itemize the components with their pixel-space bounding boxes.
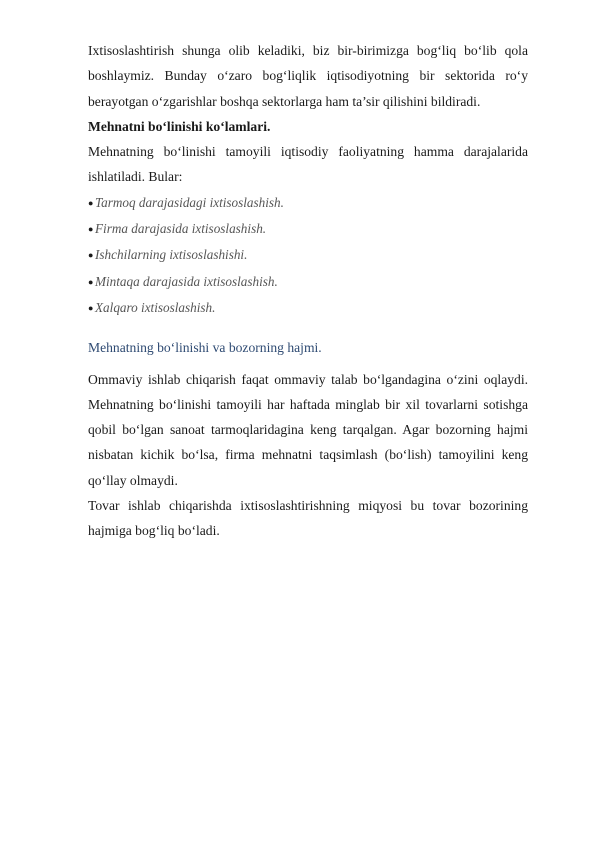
paragraph-mass-production: Ommaviy ishlab chiqarish faqat ommaviy talab bo‘lgandagina o‘zini oqlaydi. Mehnatning bo‘linishi tamoyili har haftada minglab bir xil tovarlarni sotishga qobil bo‘lgan sanoat tarmoqlaridagina keng tarqalgan. Agar bozorning hajmi nisbatan kichik bo‘lsa, firma mehnatni taqsimlash (bo‘lish) tamoyilini keng qo‘llay olmaydi. <box>88 371 528 488</box>
paragraph-specialization-scale: Tovar ishlab chiqarishda ixtisoslashtirishning miqyosi bu tovar bozorining hajmiga bog‘liq bo‘ladi. <box>88 498 528 539</box>
spacer <box>88 321 528 335</box>
heading-division-of-labor-scales: Mehnatni bo‘linishi ko‘lamlari. <box>88 118 271 134</box>
specialization-levels-list <box>88 190 528 321</box>
bullet-icon: ● <box>88 224 94 235</box>
list-item: ● Ishchilarning ixtisoslashishi. <box>88 242 528 268</box>
bullet-icon: ● <box>88 276 94 287</box>
bullet-icon: ● <box>88 250 94 261</box>
document-page <box>88 38 528 544</box>
list-item: ● Tarmoq darajasidagi ixtisoslashish. <box>88 190 528 216</box>
list-item: ● Mintaqa darajasida ixtisoslashish. <box>88 269 528 295</box>
paragraph-interdependence: Ixtisoslashtirish shunga olib keladiki, biz bir-birimizga bog‘liq bo‘lib qola boshlaymiz. Bunday o‘zaro bog‘liqlik iqtisodiyotning bir sektorida ro‘y berayotgan o‘zgarishlar boshqa sektorlarga ham ta’sir qilishini bildiradi. <box>88 43 528 109</box>
list-item: ● Xalqaro ixtisoslashish. <box>88 295 528 321</box>
bullet-icon: ● <box>88 302 94 313</box>
bullet-icon: ● <box>88 197 94 208</box>
paragraph-division-principle: Mehnatning bo‘linishi tamoyili iqtisodiy faoliyatning hamma darajalarida ishlatiladi. Bular: <box>88 144 528 185</box>
heading-division-and-market-size: Mehnatning bo‘linishi va bozorning hajmi. <box>88 340 322 356</box>
list-item: ● Firma darajasida ixtisoslashish. <box>88 216 528 242</box>
